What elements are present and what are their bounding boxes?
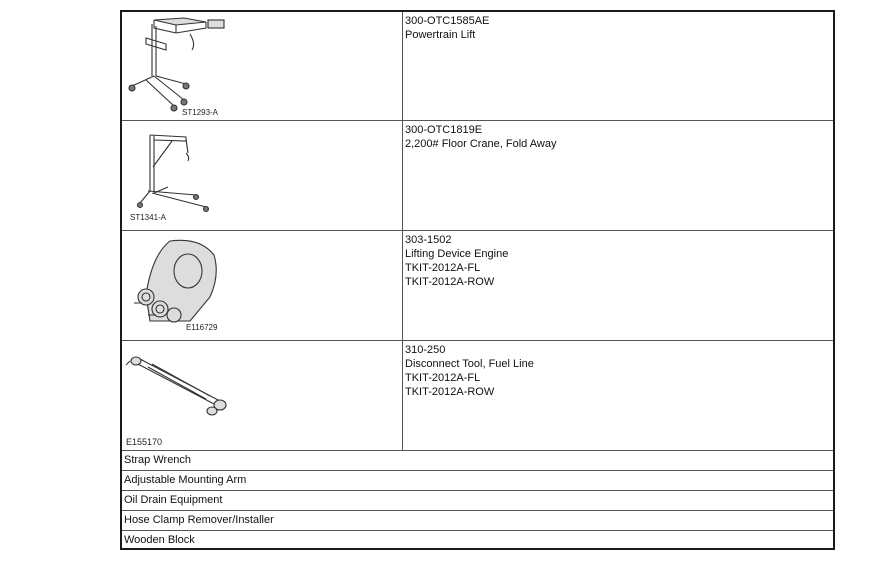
table-row bbox=[122, 341, 833, 451]
image-cell bbox=[122, 121, 403, 230]
image-cell bbox=[122, 341, 403, 450]
tool-name: Lifting Device Engine bbox=[405, 248, 509, 260]
table-row bbox=[122, 231, 833, 341]
tool-description bbox=[404, 341, 833, 450]
equipment-row-adjustable-mounting-arm: Adjustable Mounting Arm bbox=[122, 471, 833, 491]
image-caption: E116729 bbox=[186, 323, 218, 332]
equipment-row-wooden-block: Wooden Block bbox=[124, 534, 195, 546]
tool-number: 310-250 bbox=[405, 344, 446, 356]
image-caption: ST1341-A bbox=[130, 213, 167, 222]
image-cell bbox=[122, 12, 403, 120]
kit-number: TKIT-2012A-ROW bbox=[405, 276, 495, 288]
kit-number: TKIT-2012A-ROW bbox=[405, 386, 495, 398]
tool-number: 300-OTC1819E bbox=[405, 124, 483, 136]
disconnect-tool-illustration bbox=[126, 349, 230, 421]
tool-name: 2,200# Floor Crane, Fold Away bbox=[405, 138, 557, 150]
image-caption: E155170 bbox=[126, 437, 163, 447]
tool-number: 300-OTC1585AE bbox=[405, 15, 490, 27]
special-tools-table bbox=[120, 10, 835, 550]
tool-name: Disconnect Tool, Fuel Line bbox=[405, 358, 534, 370]
table-row bbox=[122, 121, 833, 231]
lifting-device-illustration bbox=[130, 235, 225, 325]
floor-crane-illustration bbox=[136, 127, 216, 213]
powertrain-lift-illustration bbox=[126, 14, 236, 114]
equipment-row-hose-clamp-remover-installer: Hose Clamp Remover/Installer bbox=[122, 511, 833, 531]
tool-description bbox=[404, 121, 833, 230]
tool-description bbox=[404, 12, 833, 120]
tool-description bbox=[404, 231, 833, 340]
kit-number: TKIT-2012A-FL bbox=[405, 372, 481, 384]
image-cell bbox=[122, 231, 403, 340]
tool-name: Powertrain Lift bbox=[405, 29, 476, 41]
image-caption: ST1293-A bbox=[182, 108, 219, 117]
equipment-row-strap-wrench: Strap Wrench bbox=[122, 451, 833, 471]
table-row bbox=[122, 12, 833, 121]
equipment-row-oil-drain-equipment: Oil Drain Equipment bbox=[122, 491, 833, 511]
tool-number: 303-1502 bbox=[405, 234, 452, 246]
kit-number: TKIT-2012A-FL bbox=[405, 262, 481, 274]
